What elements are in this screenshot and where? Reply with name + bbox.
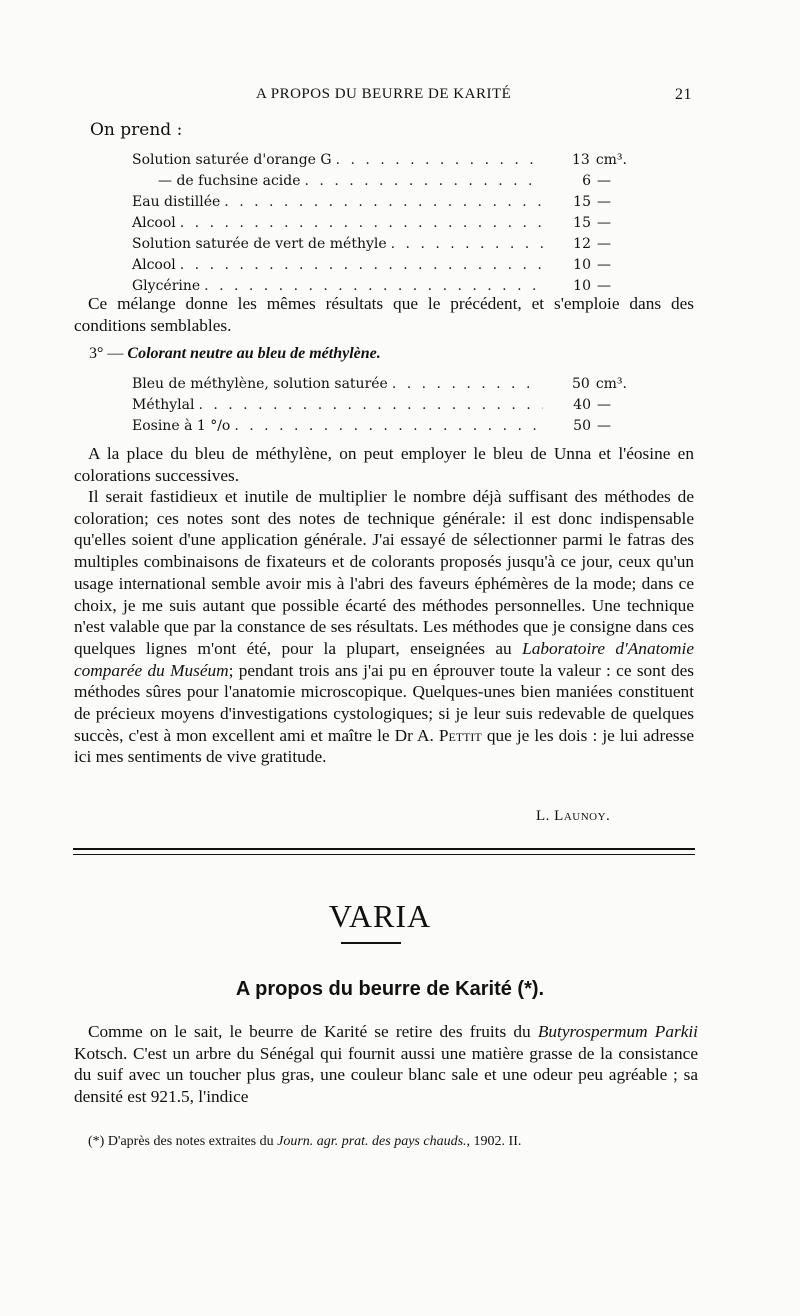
- section-divider-thick: [73, 848, 695, 850]
- ingredient-unit: —: [597, 194, 611, 210]
- running-title: A PROPOS DU BEURRE DE KARITÉ: [256, 86, 512, 102]
- paragraph-bleu-unna: A la place du bleu de méthylène, on peut employer le bleu de Unna et l'éosine en colorations successives.: [74, 444, 694, 485]
- ingredient-qty: 10: [573, 257, 591, 273]
- ingredient-unit: —: [597, 257, 611, 273]
- ingredient-name: Alcool: [132, 215, 176, 231]
- running-head: [0, 86, 800, 106]
- recipe-row: [132, 395, 627, 416]
- ingredient-name: Solution saturée d'orange G: [132, 152, 332, 168]
- ingredient-name: Eau distillée: [132, 194, 221, 210]
- author-name: L. Launoy.: [536, 808, 611, 824]
- ingredient-qty: 50: [571, 376, 590, 392]
- leader-dots: [336, 150, 542, 171]
- leader-dots: [198, 395, 543, 416]
- recipe-row: [132, 171, 627, 192]
- ingredient-qty: 10: [573, 278, 591, 294]
- paragraph-karite: [74, 1021, 698, 1108]
- recipe-row: [132, 150, 627, 171]
- signature: [536, 808, 610, 825]
- ingredient-unit: —: [597, 397, 611, 413]
- paragraph-text: Kotsch. C'est un arbre du Sénégal qui fournit aussi une matière grasse de la consistance du suif avec un toucher plus gras, une couleur blanc sale et une odeur peu agréable ; sa densité est 921.5, l'indice: [74, 1043, 698, 1107]
- ingredient-qty: 40: [573, 397, 591, 413]
- footnote-journal: Journ. agr. prat. des pays chauds.: [277, 1134, 467, 1149]
- recipe-row: [132, 255, 627, 276]
- recipe-row: [132, 416, 627, 437]
- italic-laboratoire: Laboratoire d'Anatomie comparée du Muséum: [74, 638, 694, 680]
- leader-dots: [180, 213, 543, 234]
- section-underline: [341, 942, 401, 944]
- recipe-bleu-methylene: [132, 374, 627, 437]
- ingredient-qty: 50: [573, 418, 591, 434]
- ingredient-unit: —: [597, 173, 611, 189]
- ingredient-unit: —: [597, 418, 611, 434]
- paragraph-melange: Ce mélange donne les mêmes résultats que le précédent, et s'emploie dans des conditions semblables.: [74, 294, 694, 335]
- article-title: A propos du beurre de Karité (*).: [235, 978, 545, 1000]
- ingredient-qty: 6: [582, 173, 591, 189]
- paragraph-text: que je les dois : je lui adresse ici mes sentiments de vive gratitude.: [74, 725, 694, 767]
- ingredient-name: Solution saturée de vert de méthyle: [132, 236, 387, 252]
- ingredient-qty: 15: [573, 194, 591, 210]
- ingredient-unit: cm³.: [595, 376, 627, 392]
- paragraph-text: Il serait fastidieux et inutile de multiplier le nombre déjà suffisant des méthodes de coloration; ces notes sont des notes de technique générale: il est donc indispensable qu'elles soient d'une application générale. J'ai essayé de sélectionner parmi le fatras des multiples combinaisons de fixateurs et de colorants proposés jusqu'à ce jour, ceux qu'un usage international semble avoir mis à l'abri des faveurs éphémères de la mode; dans ce choix, je me suis autant que possible écarté des méthodes personnelles. Une technique n'est valable que par la constance de ses résultats. Les méthodes que je consigne dans ces quelques lignes m'ont été, pour la plupart, enseignées au: [74, 487, 694, 658]
- leader-dots: [224, 192, 543, 213]
- section-divider-thin: [73, 854, 695, 855]
- footnote-text: (*) D'après des notes extraites du: [88, 1134, 274, 1149]
- footnote-text: , 1902. II.: [466, 1134, 522, 1149]
- leader-dots: [180, 255, 543, 276]
- ingredient-unit: cm³.: [595, 152, 627, 168]
- leader-dots: [391, 234, 543, 255]
- name-pettit: Pettit: [438, 725, 482, 745]
- paragraph-text: ; pendant trois ans j'ai pu en éprouver toute la valeur : ce sont des méthodes sûres pour l'anatomie microscopique. Quelques-unes bien maniées constituent de précieux moyens d'investigations cystologiques; si je leur suis redevable de quelques succès, c'est à mon excellent ami et maître le Dr A.: [74, 660, 694, 745]
- subheading-title: Colorant neutre au bleu de méthylène.: [127, 345, 381, 362]
- ingredient-qty: 13: [571, 152, 590, 168]
- section-title: VARIA: [328, 898, 432, 934]
- paragraph-text: Comme on le sait, le beurre de Karité se retire des fruits du: [88, 1022, 531, 1041]
- recipe-row: [132, 374, 627, 395]
- subheading-number: 3° —: [89, 345, 124, 362]
- ingredient-qty: 15: [573, 215, 591, 231]
- intro-line: On prend :: [90, 120, 183, 140]
- leader-dots: [305, 171, 543, 192]
- ingredient-unit: —: [597, 215, 611, 231]
- paragraph-methodes: [74, 486, 694, 768]
- recipe-row: [132, 213, 627, 234]
- italic-species: Butyrospermum Parkii: [537, 1022, 698, 1041]
- subheading-colorant-neutre: [89, 345, 381, 363]
- page-number: 21: [675, 86, 692, 103]
- ingredient-name: Alcool: [132, 257, 176, 273]
- recipe-row: [132, 192, 627, 213]
- ingredient-name: — de fuchsine acide: [158, 173, 301, 189]
- ingredient-unit: —: [597, 278, 611, 294]
- footnote: [88, 1134, 688, 1150]
- ingredient-unit: —: [597, 236, 611, 252]
- ingredient-qty: 12: [573, 236, 591, 252]
- recipe-row: [132, 234, 627, 255]
- ingredient-name: Bleu de méthylène, solution saturée: [132, 376, 388, 392]
- ingredient-name: Glycérine: [132, 278, 201, 294]
- leader-dots: [392, 374, 542, 395]
- recipe-orange-g: [132, 150, 627, 297]
- ingredient-name: Eosine à 1 °/o: [132, 418, 231, 434]
- ingredient-name: Méthylal: [132, 397, 195, 413]
- leader-dots: [234, 416, 543, 437]
